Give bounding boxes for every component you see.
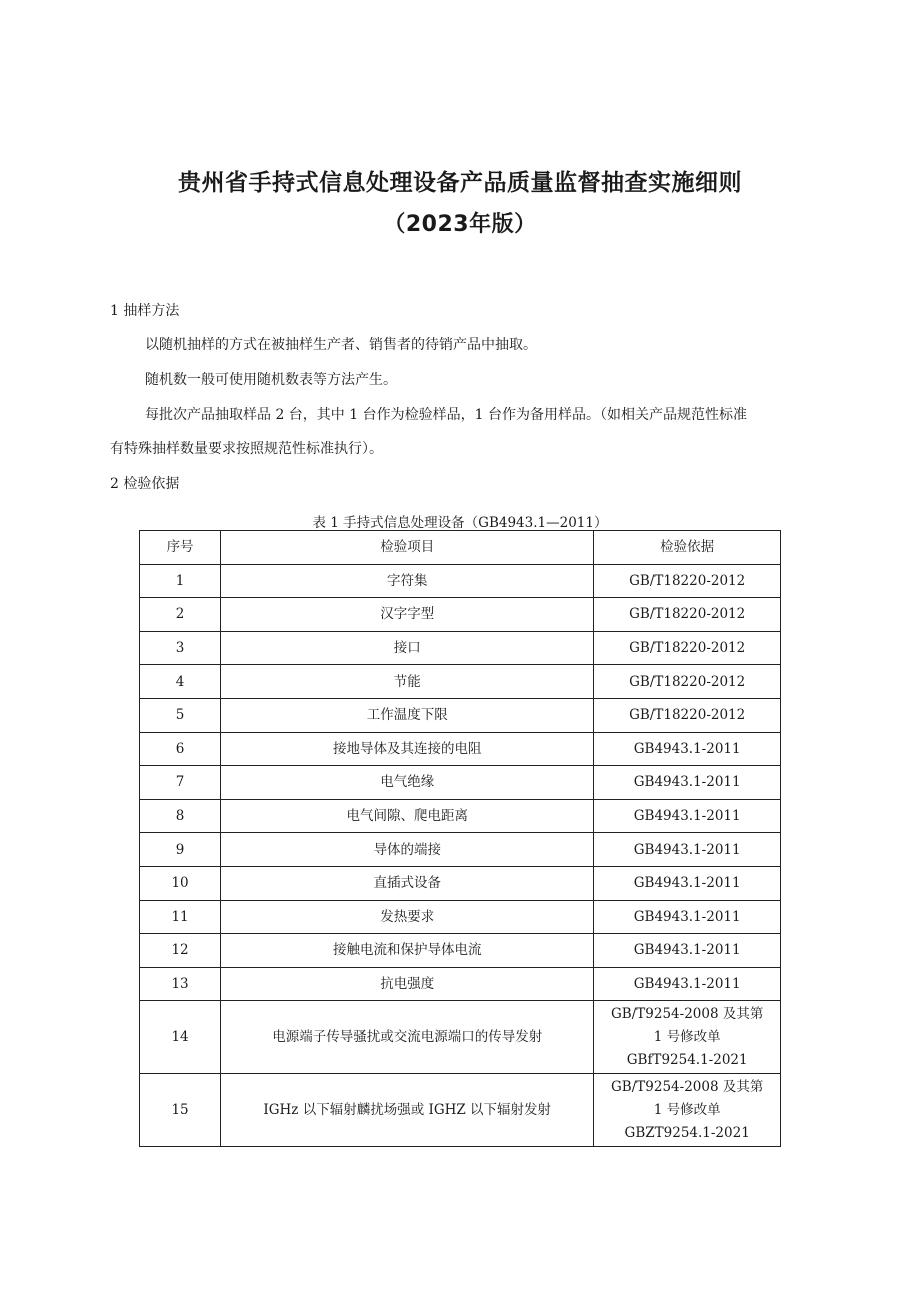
row-no: 2 — [140, 598, 221, 632]
row-basis: GB/T18220-2012 — [594, 665, 781, 699]
table-row — [140, 1074, 781, 1147]
row-basis-line-2: 1 号修改单 — [653, 1028, 721, 1045]
row-no: 3 — [140, 631, 221, 665]
table-row — [140, 564, 781, 598]
row-basis-line-1: GB/T9254-2008 及其第 — [611, 1078, 764, 1095]
header-basis: 检验依据 — [594, 531, 781, 565]
row-no: 14 — [140, 1001, 221, 1074]
table-row — [140, 934, 781, 968]
row-no: 6 — [140, 732, 221, 766]
row-item: 电气绝缘 — [221, 766, 594, 800]
row-basis: GB/T18220-2012 — [594, 598, 781, 632]
table-row — [140, 833, 781, 867]
section-1-paragraph-1: 以随机抽样的方式在被抽样生产者、销售者的待销产品中抽取。 — [145, 337, 537, 353]
table-row — [140, 799, 781, 833]
row-basis: GB/T18220-2012 — [594, 698, 781, 732]
row-item: 接口 — [221, 631, 594, 665]
table-row — [140, 598, 781, 632]
row-basis: GB4943.1-2011 — [594, 732, 781, 766]
document-subtitle: （2023年版） — [383, 212, 537, 237]
row-item: 汉字字型 — [221, 598, 594, 632]
section-1-heading: 1 抽样方法 — [110, 303, 180, 319]
row-item: 工作温度下限 — [221, 698, 594, 732]
row-basis: GB4943.1-2011 — [594, 900, 781, 934]
row-basis: GB4943.1-2011 — [594, 866, 781, 900]
row-basis-line-2: 1 号修改单 — [653, 1101, 721, 1118]
row-basis-line-1: GB/T9254-2008 及其第 — [611, 1005, 764, 1022]
row-item: 电气间隙、爬电距离 — [221, 799, 594, 833]
row-item: 导体的端接 — [221, 833, 594, 867]
table-row — [140, 732, 781, 766]
row-basis: GB/T18220-2012 — [594, 564, 781, 598]
row-no: 12 — [140, 934, 221, 968]
table-row — [140, 665, 781, 699]
table-caption: 表 1 手持式信息处理设备（GB4943.1—2011） — [312, 515, 608, 531]
table-row — [140, 766, 781, 800]
row-item: 接触电流和保护导体电流 — [221, 934, 594, 968]
row-item: 字符集 — [221, 564, 594, 598]
row-item: 发热要求 — [221, 900, 594, 934]
row-basis: GB4943.1-2011 — [594, 934, 781, 968]
row-no: 9 — [140, 833, 221, 867]
section-1-paragraph-3-line-2: 有特殊抽样数量要求按照规范性标准执行）。 — [110, 441, 383, 457]
row-no: 1 — [140, 564, 221, 598]
row-item: 电源端子传导骚扰或交流电源端口的传导发射 — [221, 1001, 594, 1074]
row-basis-line-3: GBfT9254.1-2021 — [626, 1051, 748, 1068]
row-item: 抗电强度 — [221, 967, 594, 1001]
row-basis: GB4943.1-2011 — [594, 766, 781, 800]
table-row — [140, 900, 781, 934]
row-basis — [594, 1074, 781, 1147]
table-header-row — [140, 531, 781, 565]
inspection-table — [139, 530, 781, 1147]
row-no: 5 — [140, 698, 221, 732]
section-1-paragraph-3-line-1: 每批次产品抽取样品 2 台，其中 1 台作为检验样品，1 台作为备用样品。（如相关产品规范性标准 — [145, 407, 747, 423]
row-no: 11 — [140, 900, 221, 934]
row-no: 7 — [140, 766, 221, 800]
row-no: 13 — [140, 967, 221, 1001]
header-no: 序号 — [140, 531, 221, 565]
row-basis: GB/T18220-2012 — [594, 631, 781, 665]
header-item: 检验项目 — [221, 531, 594, 565]
row-item: 接地导体及其连接的电阻 — [221, 732, 594, 766]
row-basis: GB4943.1-2011 — [594, 799, 781, 833]
table-row — [140, 967, 781, 1001]
section-1-paragraph-2: 随机数一般可使用随机数表等方法产生。 — [145, 372, 397, 388]
table-row — [140, 698, 781, 732]
document-title: 贵州省手持式信息处理设备产品质量监督抽查实施细则 — [178, 170, 742, 196]
row-item: 节能 — [221, 665, 594, 699]
row-basis — [594, 1001, 781, 1074]
row-no: 4 — [140, 665, 221, 699]
section-2-heading: 2 检验依据 — [110, 476, 180, 492]
table-row — [140, 866, 781, 900]
row-basis: GB4943.1-2011 — [594, 967, 781, 1001]
row-basis: GB4943.1-2011 — [594, 833, 781, 867]
table-row — [140, 631, 781, 665]
row-no: 15 — [140, 1074, 221, 1147]
row-no: 8 — [140, 799, 221, 833]
row-basis-line-3: GBZT9254.1-2021 — [624, 1124, 750, 1141]
row-no: 10 — [140, 866, 221, 900]
row-item: IGHz 以下辐射麟扰场强或 IGHZ 以下辐射发射 — [221, 1074, 594, 1147]
table-row — [140, 1001, 781, 1074]
row-item: 直插式设备 — [221, 866, 594, 900]
